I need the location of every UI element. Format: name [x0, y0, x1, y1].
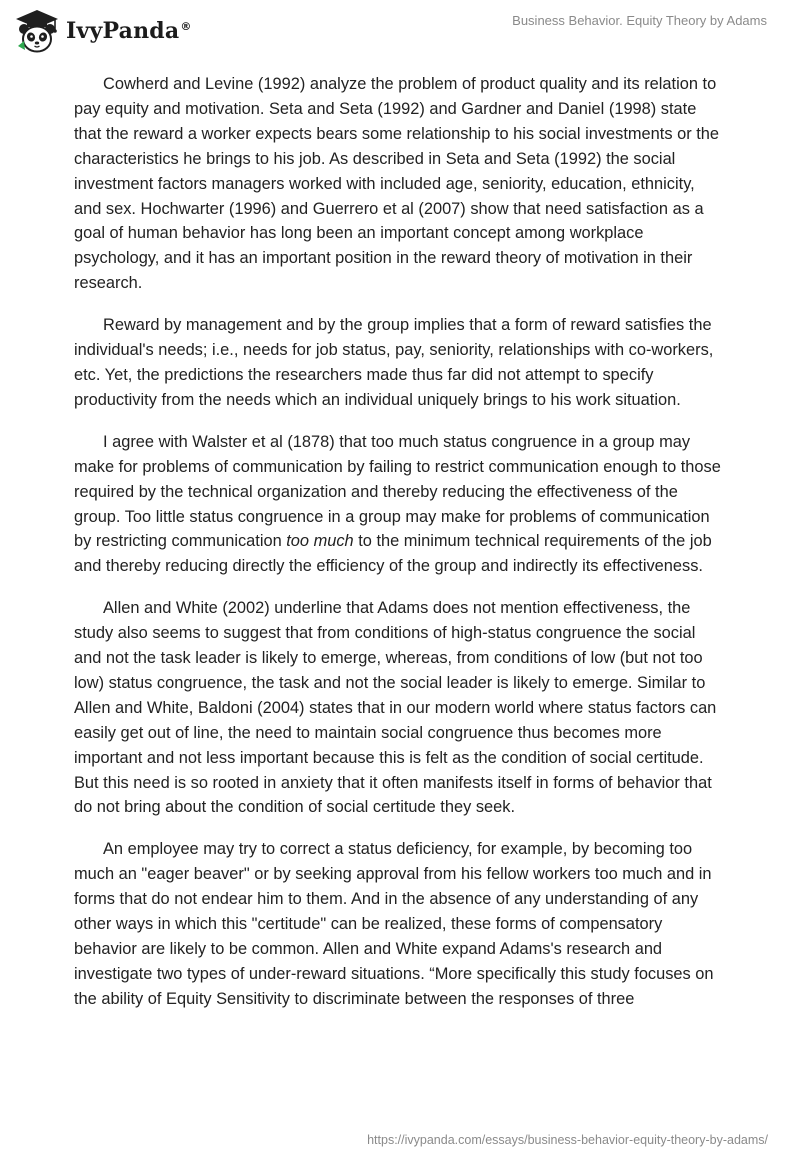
paragraph: [74, 430, 726, 579]
panda-graduate-icon: [14, 8, 60, 54]
emphasis-text: too much: [286, 532, 354, 551]
source-url[interactable]: https://ivypanda.com/essays/business-behavior-equity-theory-by-adams/: [367, 1133, 768, 1147]
paragraph: An employee may try to correct a status deficiency, for example, by becoming too much an "eager beaver" or by seeking approval from his fellow workers too much and in forms that do not endear him to them. And in the absence of any understanding of any other ways in which this "certitude" can be realized, these forms of compensatory behavior are likely to be common. Allen and White expand Adams's research and investigate two types of under-reward situations. “More specifically this study focuses on the ability of Equity Sensitivity to discriminate between the responses of three: [74, 840, 714, 1008]
paragraph: Cowherd and Levine (1992) analyze the problem of product quality and its relation to pay equity and motivation. Seta and Seta (1992) and Gardner and Daniel (1998) state that the reward a worker expects bears some relationship to his social investments or the characteristics he brings to his job. As described in Seta and Seta (1992) the social investment factors managers worked with included age, seniority, education, ethnicity, and sex. Hochwarter (1996) and Guerrero et al (2007) show that need satisfaction as a goal of human behavior has long been an important concept among workplace psychology, and it has an important position in the reward theory of motivation in their research.: [74, 75, 720, 293]
brand-name-text: IvyPanda: [66, 18, 180, 44]
paragraph-text: I agree with Walster et al (1878) that too much status congruence in a group may make for problems of communication by failing to restrict communication enough to those required by the technical organization and thereby reducing the effectiveness of the group. Too little status congruence in a group may make for problems of communication by restricting communication: [74, 432, 721, 551]
document-title: Business Behavior. Equity Theory by Adams: [512, 13, 767, 28]
essay-body: [74, 72, 726, 1029]
ivypanda-logo[interactable]: [14, 8, 192, 54]
brand-name: [66, 18, 192, 44]
registered-mark: ®: [180, 19, 192, 33]
paragraph: Reward by management and by the group implies that a form of reward satisfies the individual's needs; i.e., needs for job status, pay, seniority, relationships with co-workers, etc. Yet, the predictions the researchers made thus far did not attempt to specify productivity from the needs which an individual uniquely brings to his work situation.: [74, 316, 714, 409]
paragraph: Allen and White (2002) underline that Adams does not mention effectiveness, the study also seems to suggest that from conditions of high-status congruence the social and not the task leader is likely to emerge, whereas, from conditions of low (but not too low) status congruence, the task and not the social leader is likely to emerge. Similar to Allen and White, Baldoni (2004) states that in our modern world where status factors can easily get out of line, the need to maintain social congruence thus becomes more important and not less important because this is felt as the condition of social certitude. But this need is so rooted in anxiety that it often manifests itself in forms of behavior that do not bring about the condition of social certitude they seek.: [74, 599, 717, 817]
page-header: [0, 0, 800, 60]
paragraph-text: to the minimum technical requirements of the job and thereby reducing directly the efficiency of the group and indirectly its effectiveness.: [74, 532, 712, 576]
